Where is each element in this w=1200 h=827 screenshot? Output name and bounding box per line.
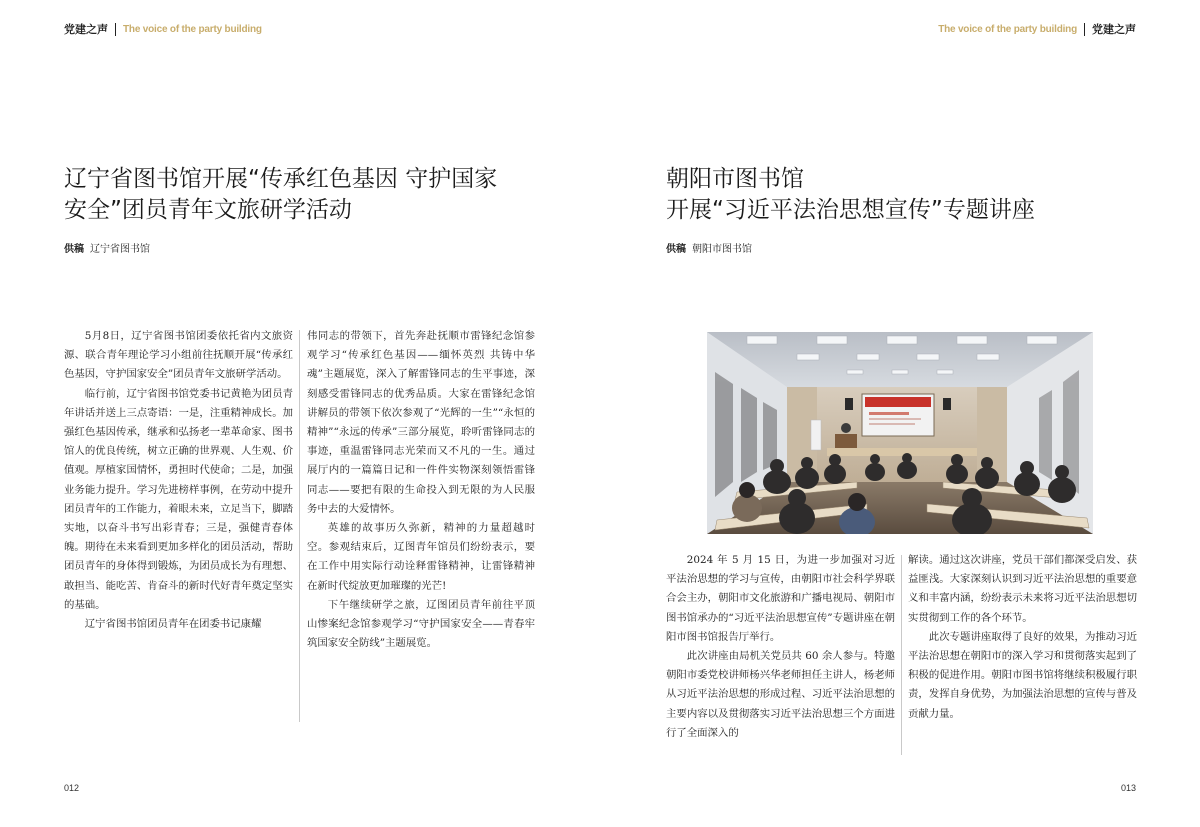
right-byline-key: 供稿 <box>666 244 686 255</box>
left-c2-para-1: 伟同志的带领下，首先奔赴抚顺市雷锋纪念馆参观学习“传承红色基因——缅怀英烈 共铸中华魂”主题展览，深入了解雷锋同志的生平事迹，深刻感受雷锋同志的优秀品质。大家在雷锋纪念馆讲解员的带领下依次参观了“光辉的一生”“永恒的精神”“永远的传承”三部分展览，聆听雷锋同志的事迹，重温雷锋同志光荣而又不凡的一生。通过展厅内的一篇篇日记和一件件实物深刻领悟雷锋同志——要把有限的生命投入到无限的为人民服务中去的大爱情怀。 <box>307 330 535 515</box>
left-column-2 <box>307 327 535 653</box>
right-article-title <box>666 164 1146 226</box>
left-c2-para-3: 下午继续研学之旅，辽图团员青年前往平顶山惨案纪念馆参观学习“守护国家安全——青春牢筑国家安全防线”主题展览。 <box>307 598 535 650</box>
right-header <box>938 21 1136 37</box>
left-c2-para-2: 英雄的故事历久弥新，精神的力量超越时空。参观结束后，辽图青年馆员们纷纷表示，要在工作中用实际行动诠释雷锋精神，让雷锋精神在新时代绽放更加璀璨的光芒! <box>307 522 535 592</box>
right-c2-para-2: 此次专题讲座取得了良好的效果，为推动习近平法治思想在朝阳市的深入学习和贯彻落实起到了积极的促进作用。朝阳市图书馆将继续积极履行职责，发挥自身优势，为加强法治思想的宣传与普及贡献力量。 <box>908 630 1137 720</box>
right-c1-para-1: 2024 年 5 月 15 日，为进一步加强对习近平法治思想的学习与宣传，由朝阳市社会科学界联合会主办，朝阳市文化旅游和广播电视局、朝阳市图书馆承办的“习近平法治思想宣传”专题讲座在朝阳市图书馆报告厅举行。 <box>666 554 895 643</box>
right-c2-para-1: 解读。通过这次讲座，党员干部们都深受启发、获益匪浅。大家深刻认识到习近平法治思想的重要意义和丰富内涵，纷纷表示未来将习近平法治思想切实贯彻到工作的各个环节。 <box>908 554 1137 624</box>
lecture-hall-photo <box>707 332 1093 534</box>
left-column-divider <box>299 330 300 722</box>
right-title-line-2: 开展“习近平法治思想宣传”专题讲座 <box>666 197 1035 223</box>
right-byline <box>666 240 752 255</box>
left-header <box>64 21 262 37</box>
left-page-number: 012 <box>64 783 80 793</box>
right-column-1 <box>666 551 895 743</box>
right-byline-value: 朝阳市图书馆 <box>692 244 752 255</box>
right-section-title-en: The voice of the party building <box>938 23 1077 35</box>
right-page-number: 013 <box>1120 783 1136 793</box>
right-column-2 <box>908 551 1137 724</box>
right-column-divider <box>901 555 902 755</box>
left-article-title <box>64 164 584 226</box>
left-byline <box>64 240 150 255</box>
left-c1-para-2: 临行前，辽宁省图书馆党委书记黄艳为团员青年讲话并送上三点寄语：一是，注重精神成长。加强红色基因传承，继承和弘扬老一辈革命家、图书馆人的优良传统，树立正确的世界观、人生观、价值观。厚植家国情怀，勇担时代使命；二是，加强业务能力提升。学习先进榜样事例，在劳动中提升团员青年的工作能力，着眼未来，立足当下，脚踏实地，以奋斗书写出彩青春；三是，强健青春体魄。期待在未来看到更加多样化的团员活动，帮助团员青年的身体得到锻炼，为团员成长为有理想、敢担当、能吃苦、肯奋斗的新时代好青年奠定坚实的基础。 <box>64 387 293 611</box>
right-header-divider <box>1084 23 1085 36</box>
left-section-title-en: The voice of the party building <box>123 23 262 35</box>
left-header-divider <box>115 23 116 36</box>
left-section-title-zh: 党建之声 <box>64 23 108 36</box>
left-column-1 <box>64 327 293 634</box>
right-title-line-1: 朝阳市图书馆 <box>666 166 804 192</box>
left-c1-para-1: 5月8日，辽宁省图书馆团委依托省内文旅资源、联合青年理论学习小组前往抚顺开展“传承红色基因，守护国家安全”团员青年文旅研学活动。 <box>64 330 293 381</box>
right-section-title-zh: 党建之声 <box>1092 23 1136 36</box>
left-title-line-1: 辽宁省图书馆开展“传承红色基因 守护国家 <box>64 166 498 192</box>
left-byline-key: 供稿 <box>64 244 84 255</box>
left-c1-para-3: 辽宁省图书馆团员青年在团委书记康耀 <box>84 618 262 631</box>
left-title-line-2: 安全”团员青年文旅研学活动 <box>64 197 352 223</box>
right-c1-para-2: 此次讲座由局机关党员共 60 余人参与。特邀朝阳市委党校讲师杨兴华老师担任主讲人，杨老师从习近平法治思想的形成过程、习近平法治思想的主要内容以及贯彻落实习近平法治思想三个方面进行了全面深入的 <box>666 650 895 739</box>
left-byline-value: 辽宁省图书馆 <box>90 244 150 255</box>
